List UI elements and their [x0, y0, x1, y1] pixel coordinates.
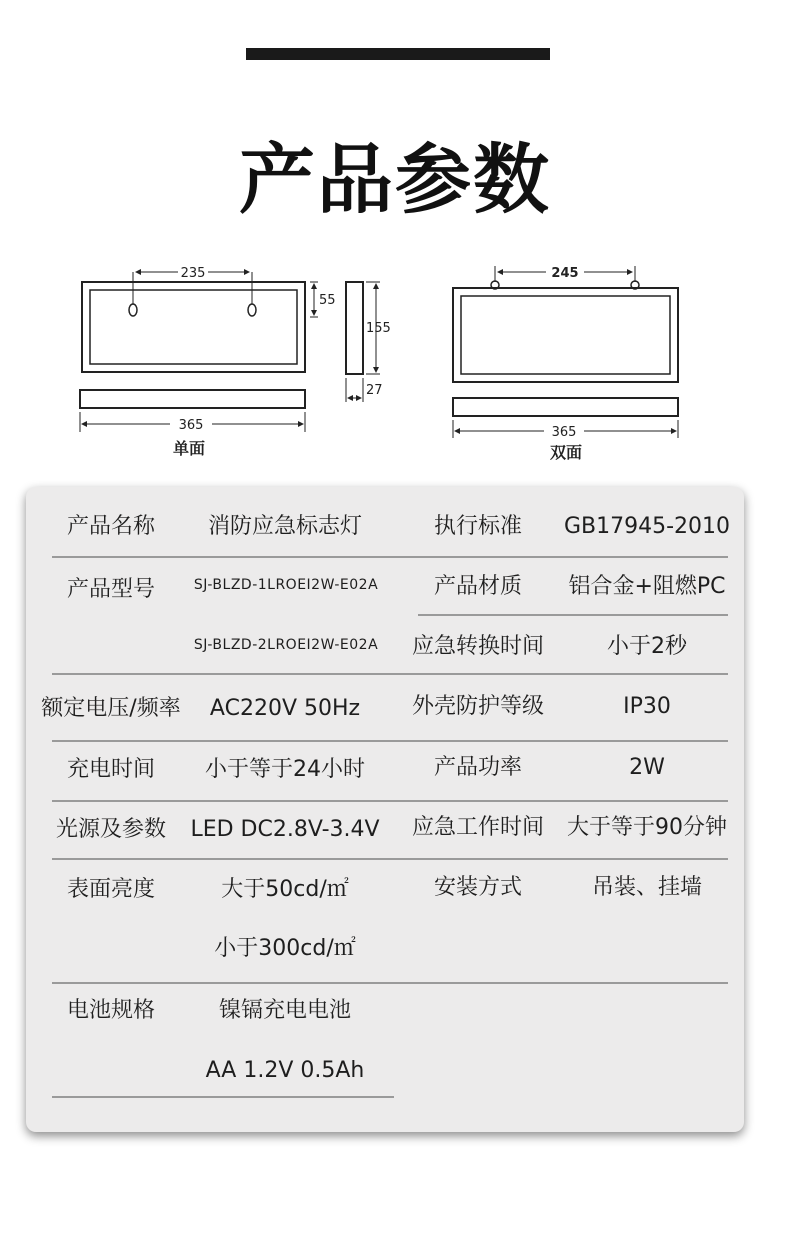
row-divider [52, 800, 728, 802]
row-divider [52, 1096, 394, 1098]
row-divider [418, 614, 728, 616]
spec-label-voltage: 额定电压/频率 [41, 696, 181, 721]
row-divider [52, 673, 728, 675]
spec-label-work-time: 应急工作时间 [411, 815, 545, 840]
spec-label-standard: 执行标准 [433, 514, 523, 539]
spec-label-battery: 电池规格 [66, 998, 156, 1023]
single-hanger-spacing: 235 [180, 266, 206, 281]
row-divider [52, 556, 728, 558]
single-depth-dimension [310, 282, 318, 317]
spec-value-light-source: LED DC2.8V-3.4V [190, 817, 380, 842]
spec-value-battery-2: AA 1.2V 0.5Ah [205, 1058, 365, 1083]
double-width-label: 365 [551, 425, 577, 440]
spec-value-standard: GB17945-2010 [563, 514, 731, 539]
double-front-view [453, 266, 678, 382]
spec-label-switch-time: 应急转换时间 [411, 634, 545, 659]
spec-label-power: 产品功率 [433, 755, 523, 780]
spec-value-charge-time: 小于等于24小时 [205, 757, 365, 782]
spec-label-charge-time: 充电时间 [66, 757, 156, 782]
single-front-view [82, 272, 305, 372]
spec-value-switch-time: 小于2秒 [607, 634, 687, 659]
single-thickness-label: 27 [366, 383, 383, 398]
spec-value-ip: IP30 [623, 694, 671, 719]
spec-label-ip: 外壳防护等级 [411, 694, 545, 719]
spec-label-install: 安装方式 [433, 875, 523, 900]
spec-label-name: 产品名称 [66, 514, 156, 539]
spec-value-work-time: 大于等于90分钟 [567, 815, 727, 840]
spec-value-power: 2W [629, 755, 665, 780]
double-caption: 双面 [549, 443, 583, 462]
spec-value-voltage: AC220V 50Hz [209, 696, 361, 721]
dimension-diagram [0, 250, 790, 470]
top-accent-bar [246, 48, 550, 60]
single-width-label: 365 [178, 418, 204, 433]
row-divider [52, 982, 728, 984]
row-divider [52, 740, 728, 742]
spec-value-model-1: SJ-BLZD-1LROEI2W-E02A [193, 577, 379, 593]
spec-value-install: 吊装、挂墙 [591, 875, 703, 900]
single-caption: 单面 [172, 439, 206, 458]
single-height-label: 155 [366, 321, 391, 336]
spec-label-model: 产品型号 [66, 577, 156, 602]
spec-value-brightness-1: 大于50cd/㎡ [221, 877, 349, 902]
spec-value-name: 消防应急标志灯 [207, 514, 363, 539]
single-depth-label: 55 [319, 293, 336, 308]
page-title: 产品参数 [239, 135, 551, 224]
spec-value-material: 铝合金+阻燃PC [568, 574, 726, 599]
spec-value-model-2: SJ-BLZD-2LROEI2W-E02A [193, 637, 379, 653]
spec-value-battery-1: 镍镉充电电池 [218, 998, 352, 1023]
spec-label-material: 产品材质 [433, 574, 523, 599]
spec-value-brightness-2: 小于300cd/㎡ [214, 936, 356, 961]
spec-label-brightness: 表面亮度 [66, 877, 156, 902]
row-divider [52, 858, 728, 860]
double-hanger-spacing: 245 [551, 266, 579, 281]
spec-label-light-source: 光源及参数 [55, 817, 167, 842]
